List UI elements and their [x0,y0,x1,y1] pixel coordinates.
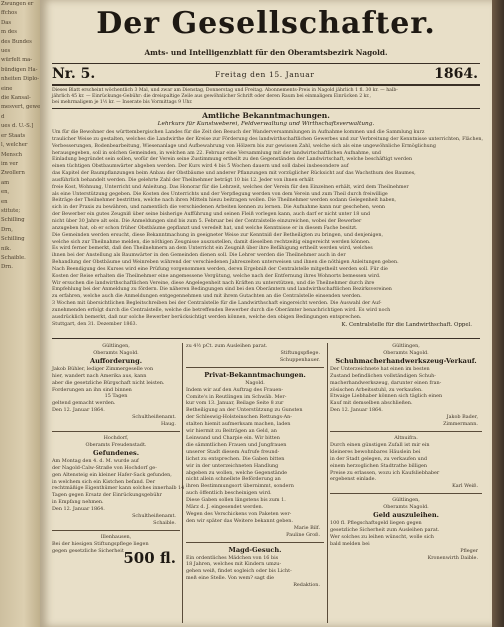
ad-line: stalten hiemit aufmerksam machen, laden [186,421,291,428]
spine-fragment: en [1,198,8,205]
notice-line: bei mehrmaligem je 1½ kr. — Inserate bis Vormittags 9 Uhr. [52,100,193,106]
ad-line: in welchem sich ein Kistchen befand. Der [52,478,156,485]
body-line: Behandlung der Obstbäume und Weinreben während der verschiedenen Jahreszeiten unterweisen und ihnen die nöthigen Anleitungen geben. [52,260,399,266]
ad-heading: Geld auszuleihen. [373,511,439,520]
ad-line: abgeben zu wollen, welche Gegenstände [186,469,288,476]
ad-line: Comite's in Reutlingen im Schwäb. Mer- [186,393,287,400]
ad-line: nicht allein schnellste Beförderung an [186,476,281,483]
ad-line: März d. J. eingesendet werden. [186,504,264,511]
ad-place: Altnuifra. [394,434,418,441]
ad-heading: Aufforderung. [90,356,142,365]
spine-fragment: Drn. [1,264,13,271]
ad-line: auch öffentlich bescheinigen wird. [186,490,272,497]
ad-district: Oberamts Nagold. [383,349,429,356]
notice-line: jährlich 45 kr. — Einrückungs-Gebühr: die dreispaltige Zeile aus gewöhnlicher Schrift oder deren Raum bei einmaligem Einrücken 2 kr., [52,94,371,100]
ad-line: rechtmäßige Eigenthümer kann solches innerhalb 14 [52,485,185,492]
spine-fragment: Das [1,19,12,26]
ad-line: gesetzliche Sicherheit zum Ausleihen parat. [330,526,440,533]
ad-line: der Nagold-Calw-Straße von Hochdorf ge- [52,464,157,471]
official-announcement-body [52,130,484,328]
ad-line: aber die gesetzliche Bürgschaft nicht leisten. [52,379,165,386]
adjacent-page-spine [0,0,40,627]
spine-fragment: mesvert, gewe [1,104,41,111]
spine-fragment: Schilling [1,217,25,224]
spine-fragment: Zwungen er [1,1,34,7]
ad-line: der Schleswig-Holsteinschen Rettungs-An- [186,414,292,421]
ad-line: 18 Jahren, welches mit Kindern umzu- [186,561,282,568]
spine-fragment: Zwollern [1,170,25,177]
ad-line: Bei der hiesigen Stiftungspflege liegen [52,540,149,547]
body-line: 3 Wochen mit übersichtlichen Begleitschreiben bei der Centralstelle für die Landwirthschaft eingereicht werden. Die Auswahl der Auf- [52,301,382,307]
spine-fragment: ues [1,48,11,55]
spine-fragment: l, welcher [1,142,28,149]
ad-place: Illenhausen, [100,533,132,540]
ad-line: lichst zu entsprechen. Die Gaben bitten [186,455,285,462]
ad-line: wir hiermit zu Beiträgen an Geld, an [186,428,277,435]
body-line: zunehmenden erfolgt durch die Centralstelle, welche die betreffenden Bewerber durch die Oberämter benachrichtigen wird. Es wird noch [52,307,391,313]
ad-place: Nagold. [245,379,265,386]
body-line: Es wird ferner bemerkt, daß den Theilnehmern an dem Unterricht ein Zeugniß über ihre Befähigung ertheilt werden wird, welches [52,246,373,252]
ad-authority-name: Haug. [160,421,176,428]
spine-fragment: Schilling [1,236,25,243]
column-right [330,343,482,625]
ad-line: Indem wir auf den Auftrag des Frauen- [186,386,284,393]
ad-signer-name: Kronenwirth Daible. [427,554,478,561]
ad-line: kur vom 13. Januar, Beilage Seite 8 zur [186,400,284,407]
spine-fragment: Drn, [1,226,13,233]
subscription-notice [52,88,480,107]
ad-signer-role: Zimmermann. [443,421,478,428]
body-line: das Kapitel der Baumpflanzungen beim Anbau der Obstbäume und anderer Pflanzungen mit vorzüglicher Rücksicht auf das Wachsthum des Baumes, [52,171,416,177]
spine-fragment: am [1,179,10,186]
spine-fragment: die Kansal- [1,95,31,102]
ad-line: gehen weiß, findet sogleich oder bis Licht- [186,568,292,575]
book-edge [492,0,504,627]
spine-fragment: im ver [1,160,19,167]
notice-rule [52,108,480,109]
ad-line: ihren Bestimmungsort übernimmt, sondern [186,483,294,490]
spine-fragment: Mensch [1,151,23,158]
ad-line: ergebenst einlade. [330,476,377,483]
ad-line: hier, wandert nach Amerika aus, kann [52,372,147,379]
ad-line: den wir später das Weitere bekannt geben. [186,517,294,524]
ad-signer: Pauline Groß. [286,531,320,538]
ad-line: Durch einen günstigen Zufall ist mir ein [330,441,430,448]
ad-line: gegen gesetzliche Sicherheit [52,547,124,554]
spine-fragment: er Staats [1,132,26,139]
ad-line: Ein ordentliches Mädchen von 16 bis [186,554,279,561]
spine-fragment: eine [1,85,13,92]
ad-heading: Schuhmacherhandwerkszeug-Verkauf. [335,356,477,365]
ad-district: Oberamts Freudenstadt. [85,441,147,448]
spine-fragment: en, [1,189,10,196]
ad-date: Den 12. Januar 1864. [330,407,383,414]
spine-fragment: m des [1,29,17,36]
body-line: ausdrücklich bemerkt, daß nur solche Bewerber berücksichtigt werden können, welche den obigen Bedingungen entsprechen. [52,314,362,320]
ad-line: Diese Gaben sollen längstens bis zum 1. [186,497,286,504]
ad-authority-name: Schaible. [153,519,176,526]
ad-line: Jakob Bühler, lediger Zimmergeselle von [52,365,154,372]
ad-line: Kauf mit demselben abschließen. [330,400,413,407]
column-divider [327,343,328,623]
body-line: als eine Unterstützung gegeben. Die Kosten des Unterrichts und der Verpflegung werden von dem Verein und zum Theil durch freiwillige [52,191,388,197]
ad-line: macherhandwerkszeug, darunter einen fran- [330,379,442,386]
ad-line: Leinwand und Charpie ein. Wir bitten [186,434,280,441]
spine-fragment: Schaible. [1,254,26,261]
spine-fragment: des Bundes [1,38,32,45]
ad-line: in der Stadt gelegen, zu verkaufen und [330,455,427,462]
ad-signer: Karl Weiß. [452,483,478,490]
spine-fragment: ues d. U.-S.] [1,123,34,130]
body-line: der Bewerber ein gutes Zeugniß über seine bisherige Aufführung und seinen Fleiß vorlegen kann, auch darf er nicht unter 18 und [52,212,371,218]
spine-fragment: bündigen Ha- [1,66,38,73]
body-line: Wir ersuchen die landwirthschaftlichen Vereine, diese Angelegenheit nach Kräften zu unterstützen, und die Theilnehmer durch ihre [52,280,375,286]
ad-line: 15 Tagen [104,393,128,400]
ad-line: Wegen des Verschickens von Paketen wer- [186,510,292,517]
ad-line: einem herzoglichen Stadtrathe billigen [330,462,428,469]
body-line: Die Gemeinden werden ersucht, diese Bekanntmachung in geeigneter Weise zur Kenntniß der Betheiligten zu bringen, und denjenigen, [52,232,383,238]
issue-number: Nr. 5. [52,66,96,82]
ad-amount: 500 fl. [123,548,176,567]
body-line: welche sich zur Theilnahme melden, die nöthigen Zeugnisse auszustellen, damit dieselben rechtzeitig eingereicht werden können. [52,239,371,245]
body-line: Stuttgart, den 31. Dezember 1863. [52,321,138,327]
ad-office-name: Schuppenhauer. [279,356,320,363]
ad-line: unserer Stadt diesem Aufrufe freund- [186,448,280,455]
ad-signer: Redaktion. [293,582,320,589]
ad-line: Am Montag den 4. d. M. wurde auf [52,457,139,464]
ad-district: Oberamts Nagold. [383,504,429,511]
spine-fragment: nheiten Diplo- [1,76,40,83]
ad-district: Oberamts Nagold. [93,349,139,356]
body-line: freie Kost, Wohnung, Unterricht und Anleitung. Das Honorar für die Lehrzeit, welches der Verein für den Einzelnen erhält, wird dem Theilnehmer [52,184,409,190]
spine-fragment: d [1,113,5,120]
body-line: sich in der Praxis zu bewähren, und namentlich die verschiedenen Arbeiten kennen zu lernen. Die Aufnahme kann nur geschehen, wenn [52,205,386,211]
ad-line: Wer solches zu leihen wünscht, wolle sich [330,533,434,540]
body-line: Nach Beendigung des Kurses wird eine Prüfung vorgenommen werden, deren Ergebniß der Centralstelle mitgetheilt werden soll. Für die [52,266,388,272]
ad-signer: Marie Bilf. [293,524,320,531]
ad-heading: Magd-Gesuch. [228,545,282,554]
ad-line: zösischen Arbeitsstuhl, zu verkaufen. [330,386,423,393]
masthead-title: Der Gesellschafter. [96,6,436,41]
body-line: Um für die Bewohner des württembergischen Landes für die Zeit den Besuch der Wanderversammlungen in Aufnahme kommen und die Sammlung kurz [52,130,425,135]
section-title: Amtliche Bekanntmachungen. [202,111,330,120]
ad-place: Hochdorf, [103,434,129,441]
ad-line: Der Unterzeichnete hat einen im besten [330,365,430,372]
ad-place: Gültlingen, [392,343,420,349]
masthead-rule-bottom [52,84,480,86]
masthead-subtitle: Amts- und Intelligenzblatt für den Oberamtsbezirk Nagold. [144,48,388,57]
section-subtitle: Lehrkurs für Kunstweberei, Feldverwaltung und Wirthschaftsverwaltung. [157,121,375,127]
body-line: ausführlich behandelt werden. Die gelehrte Zahl der Theilnehmer beträgt 10 bis 12. Jeder von ihnen erhält [52,177,314,183]
ad-line: wir in der unterzeichneten Handlung [186,462,279,469]
ad-line: Betheiligung an der Unterstützung zu Gunsten [186,407,303,414]
ad-authority: Schultheißenamt. [132,414,176,421]
body-line: ihnen bei der Anstellung als Baumwärter in den Gemeinden dienen soll. Die Lehrer werden die Theilnehmer auch in der [52,253,346,259]
body-line: Empfehlung bei der Anmeldung zu fördern. Die näheren Bedingungen sind bei den Oberämtern und landwirthschaftlichen Bezirksvereinen [52,287,392,293]
notice-line: Dieses Blatt erscheint wöchentlich 3 Mal, und zwar am Dienstag, Donnerstag und Freitag. Abonnements-Preis in Nagold jährlich 1 fl. 30 kr. — halb- [52,88,398,93]
ad-line: in Empfang nehmen. [52,499,104,506]
spine-fragment: nik. [1,245,11,252]
body-line: zu erfahren, welche auch die Anmeldungen entgegennehmen und mit ihrem Gutachten an die Centralstelle einsenden werden. [52,294,362,300]
ad-line: kleineres bewohnbares Häuslein bei [330,448,421,455]
ad-authority: Schultheißenamt. [132,513,176,520]
ad-line: geltend gemacht werden. [52,400,116,407]
signature-authority: K. Centralstelle für die Landwirthschaft. Oppel. [341,322,472,328]
ad-signer: Pfleger [460,547,478,554]
ad-line: gen Altensteig ein kleiner Hafer-Sack gefunden, [52,471,172,478]
issue-year: 1864. [434,66,478,82]
ad-signer: Jakob Bader, [446,414,478,421]
ad-line: Zustand befindlichen vollständigen Schuh- [330,372,436,379]
body-line: anzugeben hat, ob er schon früher Obstbäume gepflanzt und veredelt hat, und welche Kenntnisse er in diesem Fache besitzt. [52,225,358,231]
ad-line: zu 4½ pCt. zum Ausleihen parat. [186,343,268,349]
ad-line: bald melden bei [330,540,370,547]
column-divider [182,343,183,623]
spine-fragment: stitute; [1,207,21,214]
private-section-heading: Privat-Bekanntmachungen. [204,370,306,379]
issue-date: Freitag den 15. Januar [215,70,315,79]
ad-date: Den 12. Januar 1864. [52,506,105,513]
body-line: Einladung begründet sein sollen, wofür der Verein seine Zustimmung ertheilt zu den Gegenständen der Landwirtschaft, welche beschäftigt werden [52,157,413,163]
ad-heading: Gefundenes. [92,448,140,457]
ad-office: Stiftungspflege. [280,349,320,356]
ad-line: Etwaige Liebhaber können sich täglich einen [330,393,443,400]
ad-place: Gültlingen, [102,343,130,349]
column-left [52,343,185,625]
ad-line: Tagen gegen Ersatz der Einrückungsgebühr [52,492,162,499]
ad-place: Gültlingen, [392,497,420,504]
ad-date: Den 12. Januar 1864. [52,407,105,414]
newspaper-page [40,0,492,627]
body-line: traulicher Weise zu gestalten, welches die Landwirthe der Kreise zur Förderung des landwirthschaftlichen Gewerbes und zur Verbreitung der Kenntnisse unterrichten, Flächen, [52,136,484,142]
body-line: einen tüchtigen Obstbaumwärter abgeben werden. Der Kurs wird 4 bis 5 Wochen dauern und soll dabei insbesondere auf [52,164,349,170]
body-line: Verbesserungen, Bodenbearbeitung, Wiesenanlage und Aufbewahrung von Hölzern bis zur gewissen Zahl, welche sich als eine ungewöhnliche Ermöglichung [52,143,436,149]
spine-fragment: ffchos [1,10,18,17]
ad-line: 100 fl. Pflegschaftsgeld liegen gegen [330,520,422,527]
spine-fragment: würfelt ma- [1,57,33,64]
body-line: herausgegeben, soll in solchen Gemeinden, in welchen am 22. Februar eine Versammlung mit der landwirtschaftlichen Aufnahme, und [52,150,381,156]
body-line: nicht über 30 Jahre alt sein. Die Anmeldungen sind bis zum 5. Februar bei der Centralstelle einzureichen, wobei der Bewerber [52,218,362,224]
ad-line: Preise zu erlassen, wozu ich Kaufsliebhaber [330,469,440,476]
ad-line: die sämmtlichen Frauen und Jungfrauen [186,441,287,448]
body-line: Beiträge der Theilnehmer bestritten, welche nach ihren Mitteln hiezu beitragen wollen. Die Theilnehmer werden sodann Gelegenheit haben, [52,198,397,204]
body-line: Kosten der Reise erhalten die Theilnehmer eine angemessene Vergütung, welche nach der Entfernung ihres Wohnorts bemessen wird. [52,273,381,279]
ad-line: Forderungen an ihn sind binnen [52,386,132,393]
columns-rule [52,338,480,339]
masthead-rule-top [52,63,480,64]
ad-line: meß eine Stelle. Von wem? sagt die [186,575,275,582]
column-middle [186,343,324,625]
